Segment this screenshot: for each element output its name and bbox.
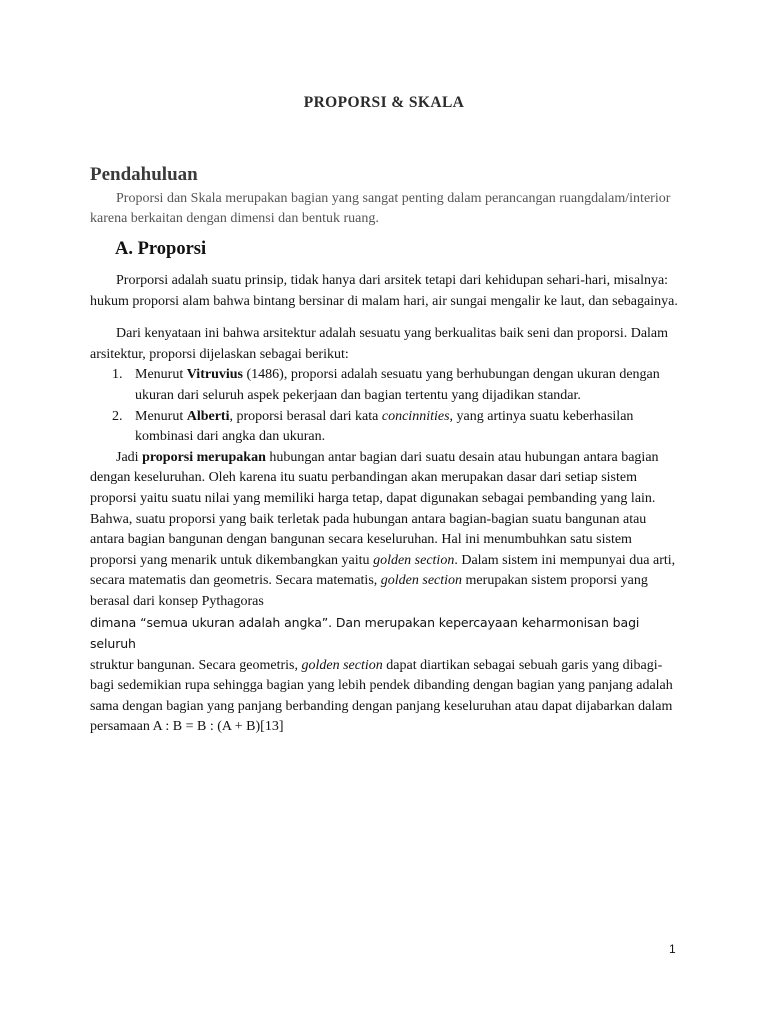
paragraph-1-text: Prorporsi adalah suatu prinsip, tidak hanya dari arsitek tetapi dari kehidupan sehari-hari, misalnya: hukum proporsi alam bahwa bintang bersinar di malam hari, air sungai mengalir ke laut, dan sebagainya.	[90, 273, 678, 309]
text-run: dapat diartikan sebagai sebuah garis yang dibagi-bagi sedemikian rupa sehingga bagian yang lebih pendek dibanding dengan bagian yang panjang adalah sama dengan bagian yang panjang berbanding dengan panjang keseluruhan atau dapat dijabarkan dalam persamaan A : B = B : (A + B)[13]	[90, 657, 673, 735]
text-run: . Dalam sistem ini mempunyai dua arti, secara matematis dan geometris. Secara matematis,	[90, 552, 676, 589]
list-number: 2.	[112, 408, 123, 424]
list-item	[90, 365, 680, 406]
intro-text: Proporsi dan Skala merupakan bagian yang sangat penting dalam perancangan ruangdalam/interior karena berkaitan dengan dimensi dan bentuk ruang.	[90, 191, 671, 226]
sans-serif-run: dimana “semua ukuran adalah angka”. Dan merupakan kepercayaan keharmonisan bagi seluruh	[90, 614, 640, 652]
bold-run: proporsi merupakan	[142, 449, 266, 465]
list-text: , proporsi berasal dari kata	[229, 408, 382, 424]
paragraph-3	[90, 448, 680, 738]
list-bold: Vitruvius	[186, 367, 243, 383]
page-number: 1	[669, 942, 676, 956]
list-number: 1.	[112, 367, 123, 383]
list-bold: Alberti	[186, 408, 230, 424]
italic-run: golden section	[380, 573, 463, 589]
text-run: struktur bangunan. Secara geometris,	[90, 657, 302, 673]
intro-paragraph	[90, 189, 680, 229]
list-item	[90, 407, 680, 448]
list-text: , yang artinya suatu keberhasilan kombinasi dari angka dan ukuran.	[135, 408, 634, 445]
text-run: merupakan sistem proporsi yang berasal dari konsep Pythagoras	[90, 573, 648, 609]
paragraph-1	[90, 271, 680, 312]
italic-run: golden section	[373, 552, 455, 568]
section-body	[90, 271, 680, 738]
list-text: Menurut	[135, 367, 187, 383]
list-text: Menurut	[135, 408, 187, 424]
text-run: hubungan antar bagian dari suatu desain atau hubungan antara bagian dengan keseluruhan. Oleh karena itu suatu perbandingan akan merupakan dasar dari setiap sistem proporsi yaitu suatu nilai yang memiliki harga tetap, dapat digunakan sebagai pembanding yang lain. Bahwa, suatu proporsi yang baik terletak pada hubungan antara bagian-bagian suatu bangunan atau antara bagian bangunan dengan bangunan secara keseluruhan. Hal ini menumbuhkan satu sistem proporsi yang menarik untuk dikembangkan yaitu	[90, 449, 659, 568]
page-title: PROPORSI & SKALA	[303, 94, 465, 111]
numbered-list	[90, 365, 680, 447]
intro-heading: Pendahuluan	[90, 164, 198, 185]
section-heading-proporsi: A. Proporsi	[115, 239, 207, 259]
text-run: Jadi	[116, 449, 143, 465]
list-italic: concinnities	[381, 408, 450, 424]
paragraph-2	[90, 324, 680, 365]
italic-run: golden section	[301, 657, 383, 673]
list-text: (1486), proporsi adalah sesuatu yang berhubungan dengan ukuran dengan ukuran dari seluruh aspek pekerjaan dan bagian tertentu yang dijadikan standar.	[135, 367, 660, 403]
paragraph-2-text: Dari kenyataan ini bahwa arsitektur adalah sesuatu yang berkualitas baik seni dan proporsi. Dalam arsitektur, proporsi dijelaskan sebagai berikut:	[90, 326, 669, 362]
